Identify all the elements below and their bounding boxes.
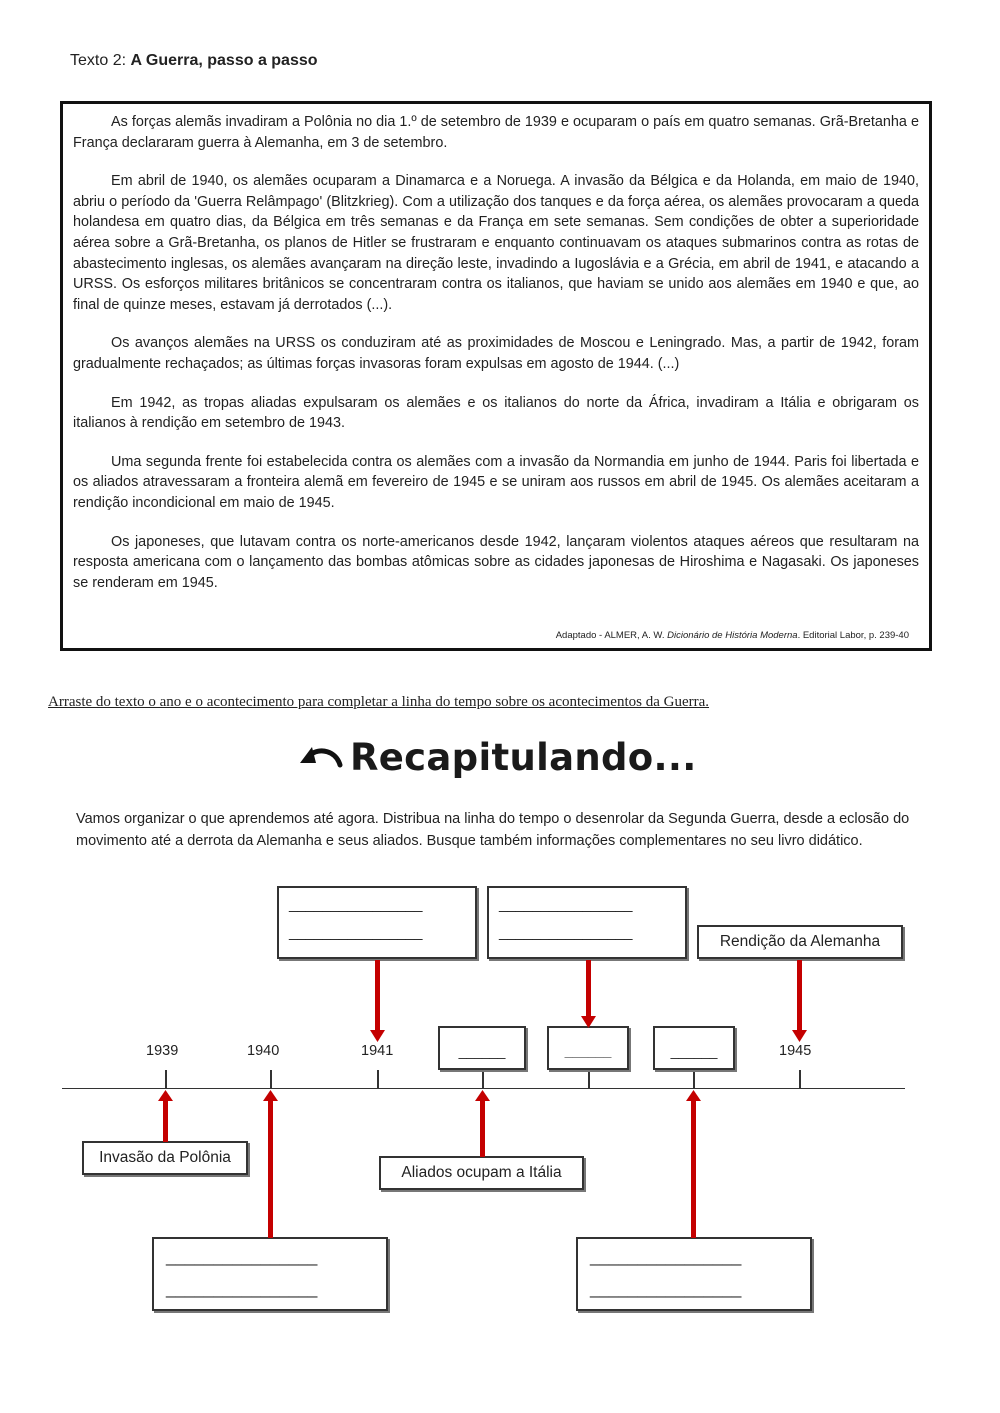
blank-line: ________________ [590, 1247, 742, 1266]
tick-1940 [270, 1070, 272, 1089]
event-rendicao-alemanha: Rendição da Alemanha [697, 925, 903, 959]
intro-text: Vamos organizar o que aprendemos até agora. Distribua na linha do tempo o desenrolar da Segunda Guerra, desde a eclosão do movimento até a derrota da Alemanha e seus aliados. Busque também informações complementares no seu livro didático. [76, 811, 910, 849]
blank-line: ________________ [289, 924, 423, 941]
tick-1945 [799, 1070, 801, 1089]
year-1939: 1939 [146, 1043, 179, 1059]
tick-1942 [482, 1070, 484, 1089]
paragraph-6: Os japoneses, que lutavam contra os norte-americanos desde 1942, lançaram violentos ataques aéreos que resultaram na resposta americana com o lançamento das bombas atômicas sobre as cidades japonesas de Hiroshima e Nagasaki. Os japoneses se renderam em 1945. [73, 533, 919, 591]
year-1945: 1945 [779, 1043, 812, 1059]
instruction-text: Arraste do texto o ano e o acontecimento para completar a linha do tempo sobre os acontecimentos da Guerra. [48, 694, 710, 710]
blank-line: ______ [458, 1043, 506, 1059]
text-heading [70, 52, 318, 70]
timeline-axis [62, 1088, 905, 1089]
source-citation [556, 630, 909, 641]
tick-1941 [377, 1070, 379, 1089]
source-suffix: . Editorial Labor, p. 239-40 [797, 630, 909, 641]
event-invasao-polonia: Invasão da Polônia [82, 1141, 248, 1175]
heading-prefix: Texto 2: [70, 52, 131, 69]
year-dropzone-1942[interactable] [438, 1026, 526, 1070]
year-dropzone-1943[interactable] [547, 1026, 629, 1070]
blank-line: ______ [670, 1043, 718, 1059]
event-aliados-italia: Aliados ocupam a Itália [379, 1156, 584, 1190]
paragraph-1: As forças alemãs invadiram a Polônia no dia 1.º de setembro de 1939 e ocuparam o país em quatro semanas. Grã-Bretanha e França declararam guerra à Alemanha, em 3 de setembro. [73, 114, 919, 151]
year-1940: 1940 [247, 1043, 280, 1059]
year-1941: 1941 [361, 1043, 394, 1059]
paragraph-3: Os avanços alemães na URSS os conduziram até as proximidades de Moscou e Leningrado. Mas, a partir de 1942, foram gradualmente rechaçados; as últimas forças invasoras foram expulsas em agosto de 1944. (...) [73, 335, 919, 372]
blank-line: ________________ [289, 896, 423, 913]
event-dropzone-1941[interactable] [277, 886, 477, 959]
blank-line: ________________ [166, 1247, 318, 1266]
blank-line: ________________ [499, 924, 633, 941]
curved-arrow-icon [298, 741, 344, 773]
tick-1943 [588, 1070, 590, 1089]
heading-title: A Guerra, passo a passo [130, 52, 318, 69]
blank-line: ________________ [590, 1279, 742, 1298]
reading-text-box [60, 101, 932, 651]
event-dropzone-1944[interactable] [576, 1237, 812, 1311]
blank-line: ________________ [166, 1279, 318, 1298]
event-dropzone-1943[interactable] [487, 886, 687, 959]
source-prefix: Adaptado - ALMER, A. W. [555, 630, 668, 641]
paragraph-4: Em 1942, as tropas aliadas expulsaram os alemães e os italianos do norte da África, invadiram a Itália e obrigaram os italianos à rendição em setembro de 1943. [73, 394, 919, 432]
year-dropzone-1944[interactable] [653, 1026, 735, 1070]
tick-1939 [165, 1070, 167, 1089]
tick-1944 [693, 1070, 695, 1089]
paragraph-5: Uma segunda frente foi estabelecida contra os alemães com a invasão da Normandia em junho de 1944. Paris foi libertada e os aliados atravessaram a fronteira alemã em fevereiro de 1945 e se uniram aos russos em abril de 1945. Os alemães aceitaram a rendição incondicional em maio de 1945. [73, 453, 919, 511]
source-book: Dicionário de História Moderna [667, 630, 798, 641]
recap-title: Recapitulando... [350, 735, 697, 779]
blank-line: ______ [564, 1043, 612, 1059]
blank-line: ________________ [499, 896, 633, 913]
event-dropzone-1940[interactable] [152, 1237, 388, 1311]
paragraph-2: Em abril de 1940, os alemães ocuparam a Dinamarca e a Noruega. A invasão da Bélgica e da Holanda, em maio de 1940, abriu o período da 'Guerra Relâmpago' (Blitzkrieg). Com a utilização dos tanques e da força aérea, os alemães provocaram a queda holandesa em quatro dias, da Bélgica em três semanas e da França em sete semanas. Sem condições de obter a superioridade aérea sobre a Grã-Bretanha, os planos de Hitler se frustraram e enquanto continuavam os ataques submarinos contra as rotas de abastecimento inglesas, os alemães avançaram na direção leste, invadindo a Iugoslávia e a Grécia, em abril de 1941, e atacando a URSS. Os esforços militares britânicos se concentraram contra os italianos, que haviam se unido aos alemães em 1940 e que, ao final de quinze meses, estavam já derrotados (...). [73, 173, 919, 313]
recap-header [298, 732, 697, 782]
